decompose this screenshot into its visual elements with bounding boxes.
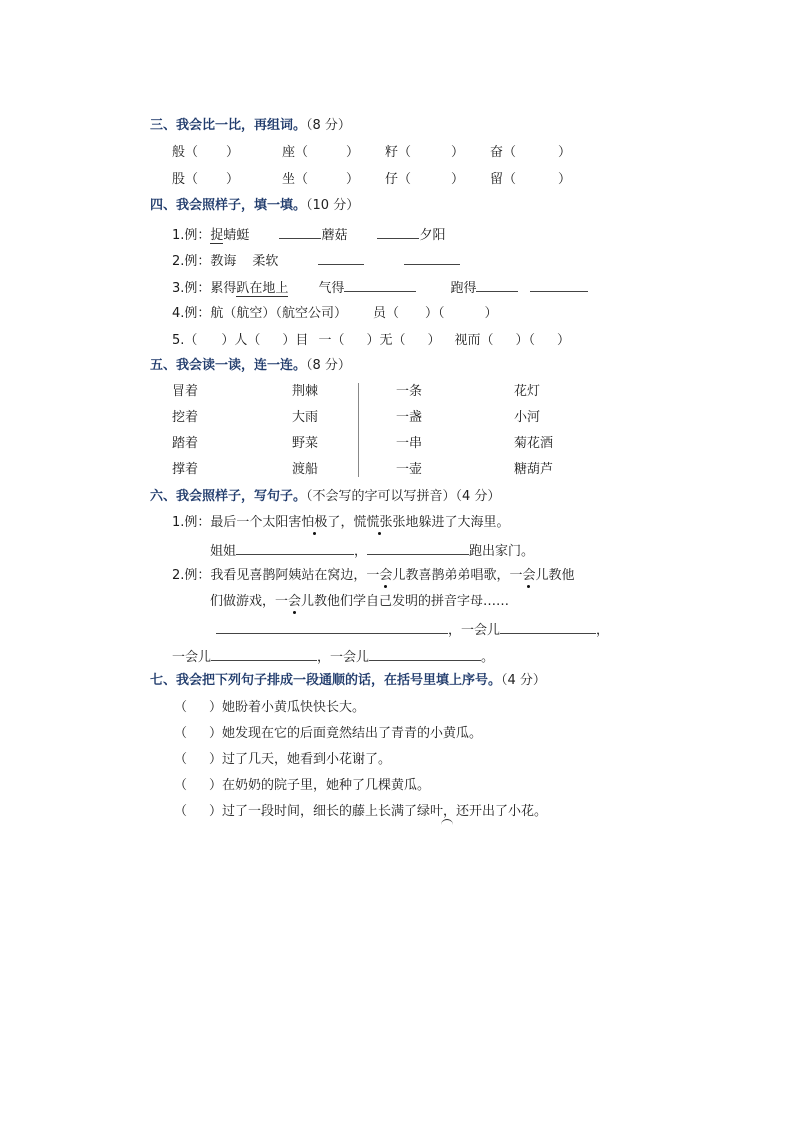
text-fragment: （ xyxy=(174,726,188,741)
text-fragment: 柔软 xyxy=(252,254,279,269)
text-fragment: 教他 xyxy=(548,568,575,583)
s5-left-a-4[interactable]: 撑着 xyxy=(172,462,199,477)
text-fragment: （8 分） xyxy=(306,118,351,133)
s7-item-2 xyxy=(174,726,482,742)
s6-example-1 xyxy=(172,515,509,531)
s3-item-1-2 xyxy=(282,145,359,161)
text-fragment: 航空 xyxy=(236,306,263,321)
text-fragment: 视而（ xyxy=(454,333,494,348)
blank[interactable] xyxy=(500,621,596,634)
text-fragment: ） xyxy=(558,145,572,160)
section3-title xyxy=(150,118,351,134)
text-fragment: ， xyxy=(340,515,354,530)
s3-item-2-2 xyxy=(282,172,359,188)
s7-item-3 xyxy=(174,752,391,768)
blank[interactable] xyxy=(211,648,317,661)
section4-title xyxy=(150,198,359,214)
text-fragment: ）她盼着小黄瓜快快长大。 xyxy=(209,700,366,715)
s5-right-a-2[interactable]: 一盏 xyxy=(396,410,423,425)
text-fragment: 4.例：航（ xyxy=(172,306,237,321)
text-fragment: 员（ xyxy=(372,306,399,321)
blank[interactable] xyxy=(367,542,469,555)
text-fragment: 留（ xyxy=(490,172,517,187)
text-fragment: 跑出家门。 xyxy=(469,544,535,559)
text-fragment: 3.例：累得 xyxy=(172,281,237,296)
blank[interactable] xyxy=(404,252,460,265)
s3-item-2-1 xyxy=(172,172,239,188)
text-fragment: 般（ xyxy=(172,145,199,160)
s5-right-a-1[interactable]: 一条 xyxy=(396,384,423,399)
s3-item-1-1 xyxy=(172,145,239,161)
text-fragment: ） xyxy=(451,172,465,187)
text-fragment: 座（ xyxy=(282,145,309,160)
text-fragment: ） xyxy=(484,306,498,321)
text-fragment: ， xyxy=(354,544,368,559)
dotted-phrase: 害怕极了 xyxy=(288,515,341,530)
s4-line-3 xyxy=(172,279,588,297)
text-fragment: 夕阳 xyxy=(419,228,446,243)
s5-left-a-3[interactable]: 踏着 xyxy=(172,436,199,451)
blank[interactable] xyxy=(476,279,518,292)
text-fragment: ） xyxy=(226,145,240,160)
section6-title xyxy=(150,489,500,505)
text-fragment: 三、我会比一比，再组词。 xyxy=(150,118,307,133)
text-fragment: 蘑菇 xyxy=(321,228,348,243)
text-fragment: 捉 xyxy=(210,228,224,243)
blank[interactable] xyxy=(530,279,588,292)
text-fragment: 坐（ xyxy=(282,172,309,187)
s6-answer-1 xyxy=(210,542,534,560)
text-fragment: 1.例： xyxy=(172,228,211,243)
text-fragment: 。 xyxy=(481,650,495,665)
text-fragment: ）目 xyxy=(282,333,309,348)
text-fragment: 七、我会把下列句子排成一段通顺的话，在括号里填上序号。 xyxy=(150,673,502,688)
text-fragment: 跑得 xyxy=(450,281,477,296)
text-fragment: 1.例： xyxy=(172,515,211,530)
s6-example-2 xyxy=(172,568,574,584)
s6-example-2-cont xyxy=(210,594,509,610)
text-fragment: 趴在地上 xyxy=(236,281,289,296)
dotted-phrase: 一会儿 xyxy=(275,594,315,609)
blank[interactable] xyxy=(369,648,481,661)
s5-left-b-1[interactable]: 荆棘 xyxy=(292,384,319,399)
text-fragment: ）过了一段时间，细长的藤上长满了绿叶，还开出了小花。 xyxy=(209,804,548,819)
s7-item-1 xyxy=(174,700,365,716)
text-fragment: （ xyxy=(174,778,188,793)
text-fragment: ，一会儿 xyxy=(317,650,370,665)
text-fragment: 教喜鹊弟弟唱歌， xyxy=(405,568,510,583)
s5-right-a-3[interactable]: 一串 xyxy=(396,436,423,451)
text-fragment: 最后一个太阳 xyxy=(210,515,289,530)
s4-line-5 xyxy=(172,333,570,349)
text-fragment: 气得 xyxy=(318,281,345,296)
text-fragment: 5.（ xyxy=(172,333,198,348)
pencil-mark xyxy=(441,819,453,826)
s4-line-2 xyxy=(172,252,460,270)
text-fragment: 奋（ xyxy=(490,145,517,160)
text-fragment: ） xyxy=(558,172,572,187)
text-fragment: 蜻蜓 xyxy=(223,228,250,243)
text-fragment: ）无（ xyxy=(366,333,406,348)
text-fragment: 航空公司 xyxy=(281,306,334,321)
text-fragment: 姐姐 xyxy=(210,544,237,559)
s5-left-b-2[interactable]: 大雨 xyxy=(292,410,319,425)
text-fragment: 地躲进了大海里。 xyxy=(405,515,510,530)
text-fragment: ）（ xyxy=(515,333,536,348)
s5-right-b-2[interactable]: 小河 xyxy=(514,410,541,425)
s5-right-b-3[interactable]: 菊花酒 xyxy=(514,436,554,451)
text-fragment: ） xyxy=(427,333,441,348)
blank[interactable] xyxy=(236,542,354,555)
text-fragment: 我看见喜鹊阿姨站在窝边， xyxy=(210,568,367,583)
text-fragment: （ xyxy=(174,804,188,819)
text-fragment: 籽（ xyxy=(385,145,412,160)
text-fragment: 四、我会照样子，填一填。 xyxy=(150,198,307,213)
text-fragment: ）人（ xyxy=(221,333,261,348)
text-fragment: 仔（ xyxy=(385,172,412,187)
text-fragment: ） xyxy=(451,145,465,160)
s7-item-4 xyxy=(174,778,430,794)
blank[interactable] xyxy=(279,226,321,239)
text-fragment: ） xyxy=(333,306,347,321)
s5-left-b-3[interactable]: 野菜 xyxy=(292,436,319,451)
text-fragment: ，一会儿 xyxy=(448,623,501,638)
text-fragment: ）在奶奶的院子里，她种了几棵黄瓜。 xyxy=(209,778,431,793)
text-fragment: 2.例： xyxy=(172,568,211,583)
s4-line-4 xyxy=(172,306,498,322)
blank[interactable] xyxy=(344,279,416,292)
text-fragment: ， xyxy=(596,623,610,638)
text-fragment: （ xyxy=(174,752,188,767)
s5-right-b-1[interactable]: 花灯 xyxy=(514,384,541,399)
text-fragment: ） xyxy=(226,172,240,187)
text-fragment: 一（ xyxy=(318,333,345,348)
blank[interactable] xyxy=(377,226,419,239)
s3-item-1-4 xyxy=(490,145,571,161)
text-fragment: 们做游戏， xyxy=(210,594,276,609)
dotted-phrase: 一会儿 xyxy=(509,568,549,583)
divider-line xyxy=(358,383,359,477)
text-fragment: ）（ xyxy=(424,306,445,321)
text-fragment: （4 分） xyxy=(501,673,546,688)
dotted-phrase: 慌慌张张 xyxy=(353,515,406,530)
text-fragment: ） xyxy=(557,333,571,348)
s6-answer-2b xyxy=(172,648,494,666)
text-fragment: （不会写的字可以写拼音）（4 分） xyxy=(306,489,501,504)
s5-right-a-4[interactable]: 一壶 xyxy=(396,462,423,477)
s3-item-2-4 xyxy=(490,172,571,188)
text-fragment: 六、我会照样子，写句子。 xyxy=(150,489,307,504)
s3-item-2-3 xyxy=(385,172,464,188)
s5-left-a-1[interactable]: 冒着 xyxy=(172,384,199,399)
text-fragment: 教他们学自己发明的拼音字母…… xyxy=(314,594,510,609)
text-fragment: （ xyxy=(174,700,188,715)
s6-answer-2a xyxy=(216,621,609,639)
blank[interactable] xyxy=(216,621,448,634)
s4-line-1 xyxy=(172,226,445,244)
text-fragment: 股（ xyxy=(172,172,199,187)
blank[interactable] xyxy=(318,252,364,265)
text-fragment: ）她发现在它的后面竟然结出了青青的小黄瓜。 xyxy=(209,726,483,741)
s5-left-a-2[interactable]: 挖着 xyxy=(172,410,199,425)
text-fragment: （10 分） xyxy=(306,198,360,213)
text-fragment: 2.例：教诲 xyxy=(172,254,237,269)
text-fragment: ） xyxy=(346,145,360,160)
text-fragment: ）过了几天，她看到小花谢了。 xyxy=(209,752,392,767)
text-fragment: 一会儿 xyxy=(172,650,212,665)
section5-title xyxy=(150,358,351,374)
dotted-phrase: 一会儿 xyxy=(366,568,406,583)
text-fragment: ）（ xyxy=(262,306,282,321)
s7-item-5 xyxy=(174,804,547,820)
text-fragment: （8 分） xyxy=(306,358,351,373)
s3-item-1-3 xyxy=(385,145,464,161)
s5-left-b-4[interactable]: 渡船 xyxy=(292,462,319,477)
text-fragment: 五、我会读一读，连一连。 xyxy=(150,358,307,373)
section7-title xyxy=(150,673,546,689)
text-fragment: ） xyxy=(346,172,360,187)
s5-right-b-4[interactable]: 糖葫芦 xyxy=(514,462,554,477)
